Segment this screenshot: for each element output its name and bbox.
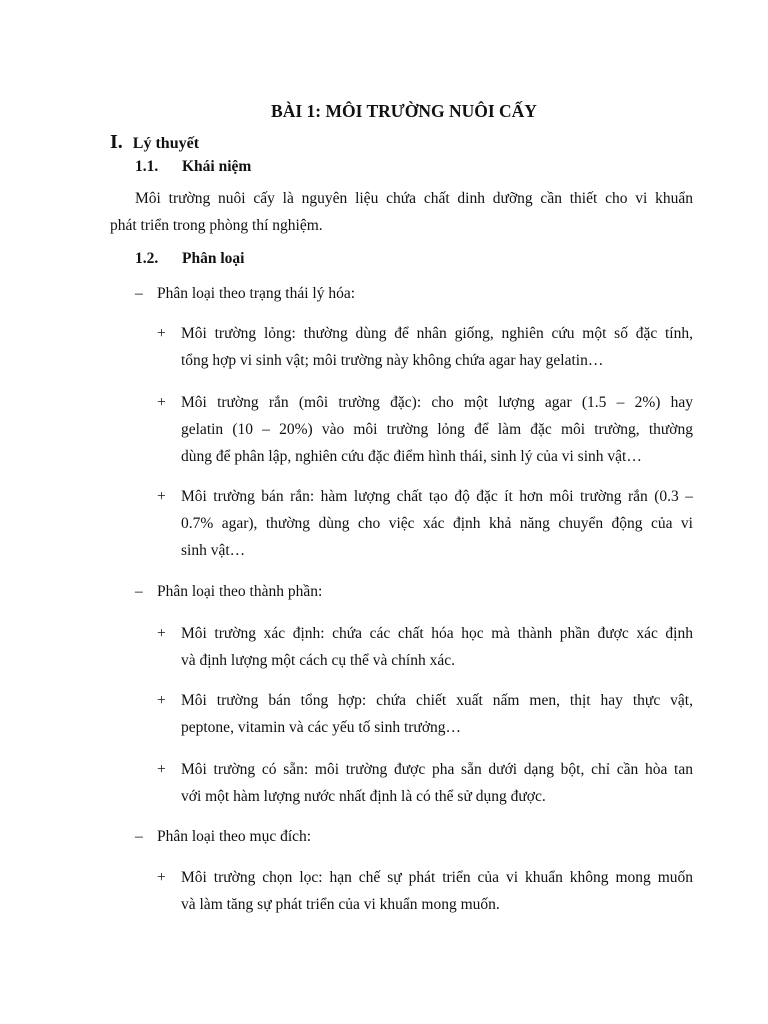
item-line: và định lượng một cách cụ thể và chính xác. bbox=[181, 652, 455, 669]
item-line: dùng để phân lập, nghiên cứu đặc điểm hình thái, sinh lý của vi sinh vật… bbox=[181, 448, 642, 465]
group-label: Phân loại theo mục đích: bbox=[157, 828, 312, 845]
group-label: Phân loại theo trạng thái lý hóa: bbox=[157, 285, 356, 302]
plus-marker: + bbox=[157, 488, 166, 505]
item-line: Môi trường có sẵn: môi trường được pha sẵn dưới dạng bột, chỉ cần hòa tan bbox=[181, 761, 693, 778]
plus-marker: + bbox=[157, 625, 166, 642]
item-line: Môi trường rắn (môi trường đặc): cho một lượng agar (1.5 – 2%) hay bbox=[181, 394, 693, 411]
section-heading bbox=[110, 131, 199, 154]
item-line: Môi trường chọn lọc: hạn chế sự phát triển của vi khuẩn không mong muốn bbox=[181, 869, 693, 886]
section-title: Lý thuyết bbox=[132, 135, 200, 152]
item-line: 0.7% agar), thường dùng cho việc xác định khả năng chuyển động của vi bbox=[181, 515, 693, 532]
plus-marker: + bbox=[157, 394, 166, 411]
subsection-number-1-2: 1.2. bbox=[135, 250, 159, 267]
definition-line-1: Môi trường nuôi cấy là nguyên liệu chứa chất dinh dưỡng cần thiết cho vi khuẩn bbox=[135, 190, 693, 207]
page-title: BÀI 1: MÔI TRƯỜNG NUÔI CẤY bbox=[271, 101, 537, 121]
definition-line-2: phát triển trong phòng thí nghiệm. bbox=[110, 217, 323, 234]
plus-marker: + bbox=[157, 761, 166, 778]
item-line: Môi trường xác định: chứa các chất hóa học mà thành phần được xác định bbox=[181, 625, 693, 642]
item-line: peptone, vitamin và các yếu tố sinh trưởng… bbox=[181, 719, 462, 736]
item-line: với một hàm lượng nước nhất định là có thể sử dụng được. bbox=[181, 788, 546, 805]
item-line: và làm tăng sự phát triển của vi khuẩn mong muốn. bbox=[181, 896, 500, 913]
plus-marker: + bbox=[157, 325, 166, 342]
dash-marker: – bbox=[135, 285, 143, 302]
subsection-heading-1-1: Khái niệm bbox=[182, 158, 252, 175]
item-line: tổng hợp vi sinh vật; môi trường này không chứa agar hay gelatin… bbox=[181, 352, 604, 369]
dash-marker: – bbox=[135, 828, 143, 845]
item-line: sinh vật… bbox=[181, 542, 246, 559]
dash-marker: – bbox=[135, 583, 143, 600]
item-line: Môi trường bán rắn: hàm lượng chất tạo độ đặc ít hơn môi trường rắn (0.3 – bbox=[181, 488, 693, 505]
item-line: Môi trường lỏng: thường dùng để nhân giống, nghiên cứu một số đặc tính, bbox=[181, 325, 693, 342]
subsection-number-1-1: 1.1. bbox=[135, 158, 159, 175]
plus-marker: + bbox=[157, 692, 166, 709]
subsection-heading-1-2: Phân loại bbox=[182, 250, 245, 267]
item-line: Môi trường bán tổng hợp: chứa chiết xuất nấm men, thịt hay thực vật, bbox=[181, 692, 693, 709]
item-line: gelatin (10 – 20%) vào môi trường lỏng để làm đặc môi trường, thường bbox=[181, 421, 693, 438]
section-number: I. bbox=[110, 131, 123, 153]
group-label: Phân loại theo thành phần: bbox=[157, 583, 323, 600]
plus-marker: + bbox=[157, 869, 166, 886]
